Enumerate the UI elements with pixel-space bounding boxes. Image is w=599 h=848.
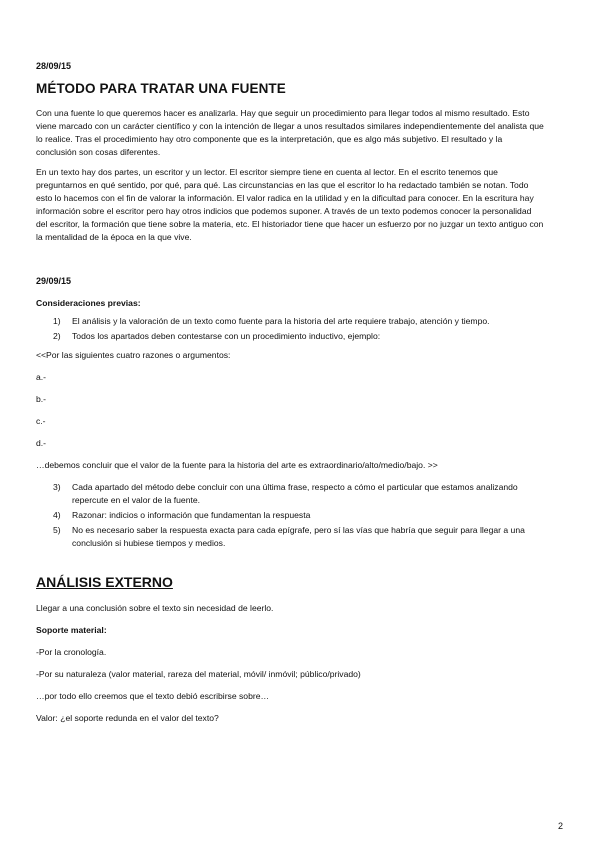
page-number: 2 xyxy=(557,821,563,831)
spacer xyxy=(36,251,545,275)
list-item xyxy=(36,524,545,550)
list-item xyxy=(36,481,545,507)
paragraph-1: Con una fuente lo que queremos hacer es analizarla. Hay que seguir un procedimiento para llegar todos al mismo resultado. Esto viene marcado con un carácter científico y con la intención de llegar a unos resultados similares independientemente del analista que lo realice. Tras el procedimiento hay otro componente que es la interpretación, que es algo más subjetivo. El resultado y la conclusión son cosas diferentes. xyxy=(36,108,544,157)
list-text: Cada apartado del método debe concluir con una última frase, respecto a cómo el particular que estamos analizando repercute en el valor de la fuente. xyxy=(72,482,518,505)
list-item xyxy=(36,509,545,522)
list-number: 5) xyxy=(53,525,61,535)
list-item xyxy=(36,330,545,343)
example-item-d: d.- xyxy=(36,438,47,448)
date-2: 29/09/15 xyxy=(36,276,72,286)
soporte-line-3: …por todo ello creemos que el texto debió escribirse sobre… xyxy=(36,691,270,701)
example-item-c: c.- xyxy=(36,416,46,426)
soporte-line-4: Valor: ¿el soporte redunda en el valor del texto? xyxy=(36,713,219,723)
section-title-analisis-externo: ANÁLISIS EXTERNO xyxy=(36,574,173,590)
subtitle-considerations: Consideraciones previas: xyxy=(36,298,141,308)
paragraph-2: En un texto hay dos partes, un escritor y un lector. El escritor siempre tiene en cuenta al lector. En el escrito tenemos que preguntarnos en qué sentido, por qué, para qué. Las circunstancias en las que el escritor lo ha redactado también se notan. Todo esto lo hacemos con el fin de valorar la información. El valor radica en la utilidad y en la dificultad para conocer. En la escritura hay información sobre el escritor pero hay otros indicios que podemos suponer. A través de un texto podemos conocer la personalidad del escritor, la formación que tiene sobre la materia, etc. El historiador tiene que hacer un esfuerzo por no juzgar un texto antiguo con la mentalidad de la época en la que vive. xyxy=(36,167,544,242)
page-title: MÉTODO PARA TRATAR UNA FUENTE xyxy=(36,81,286,96)
list-text: El análisis y la valoración de un texto como fuente para la historia del arte requiere trabajo, atención y tiempo. xyxy=(72,316,490,326)
example-item-b: b.- xyxy=(36,394,47,404)
considerations-list-2 xyxy=(36,481,545,550)
considerations-list-1 xyxy=(36,315,545,343)
analisis-intro: Llegar a una conclusión sobre el texto sin necesidad de leerlo. xyxy=(36,603,274,613)
example-conclusion: …debemos concluir que el valor de la fuente para la historia del arte es extraordinario/alto/medio/bajo. >> xyxy=(36,460,438,470)
example-item-a: a.- xyxy=(36,372,47,382)
soporte-line-1: -Por la cronología. xyxy=(36,647,107,657)
list-number: 2) xyxy=(53,331,61,341)
soporte-line-2: -Por su naturaleza (valor material, rareza del material, móvil/ inmóvil; público/privado) xyxy=(36,669,361,679)
list-text: Razonar: indicios o información que fundamentan la respuesta xyxy=(72,510,311,520)
list-text: No es necesario saber la respuesta exacta para cada epígrafe, pero sí las vías que habría que seguir para llegar a una conclusión si hubiese tiempos y medios. xyxy=(72,525,525,548)
subtitle-soporte-material: Soporte material: xyxy=(36,625,107,635)
list-text: Todos los apartados deben contestarse con un procedimiento inductivo, ejemplo: xyxy=(72,331,381,341)
list-number: 1) xyxy=(53,316,61,326)
date-1: 28/09/15 xyxy=(36,61,72,71)
list-number: 3) xyxy=(53,482,61,492)
list-item xyxy=(36,315,545,328)
example-intro: <<Por las siguientes cuatro razones o argumentos: xyxy=(36,350,231,360)
list-number: 4) xyxy=(53,510,61,520)
